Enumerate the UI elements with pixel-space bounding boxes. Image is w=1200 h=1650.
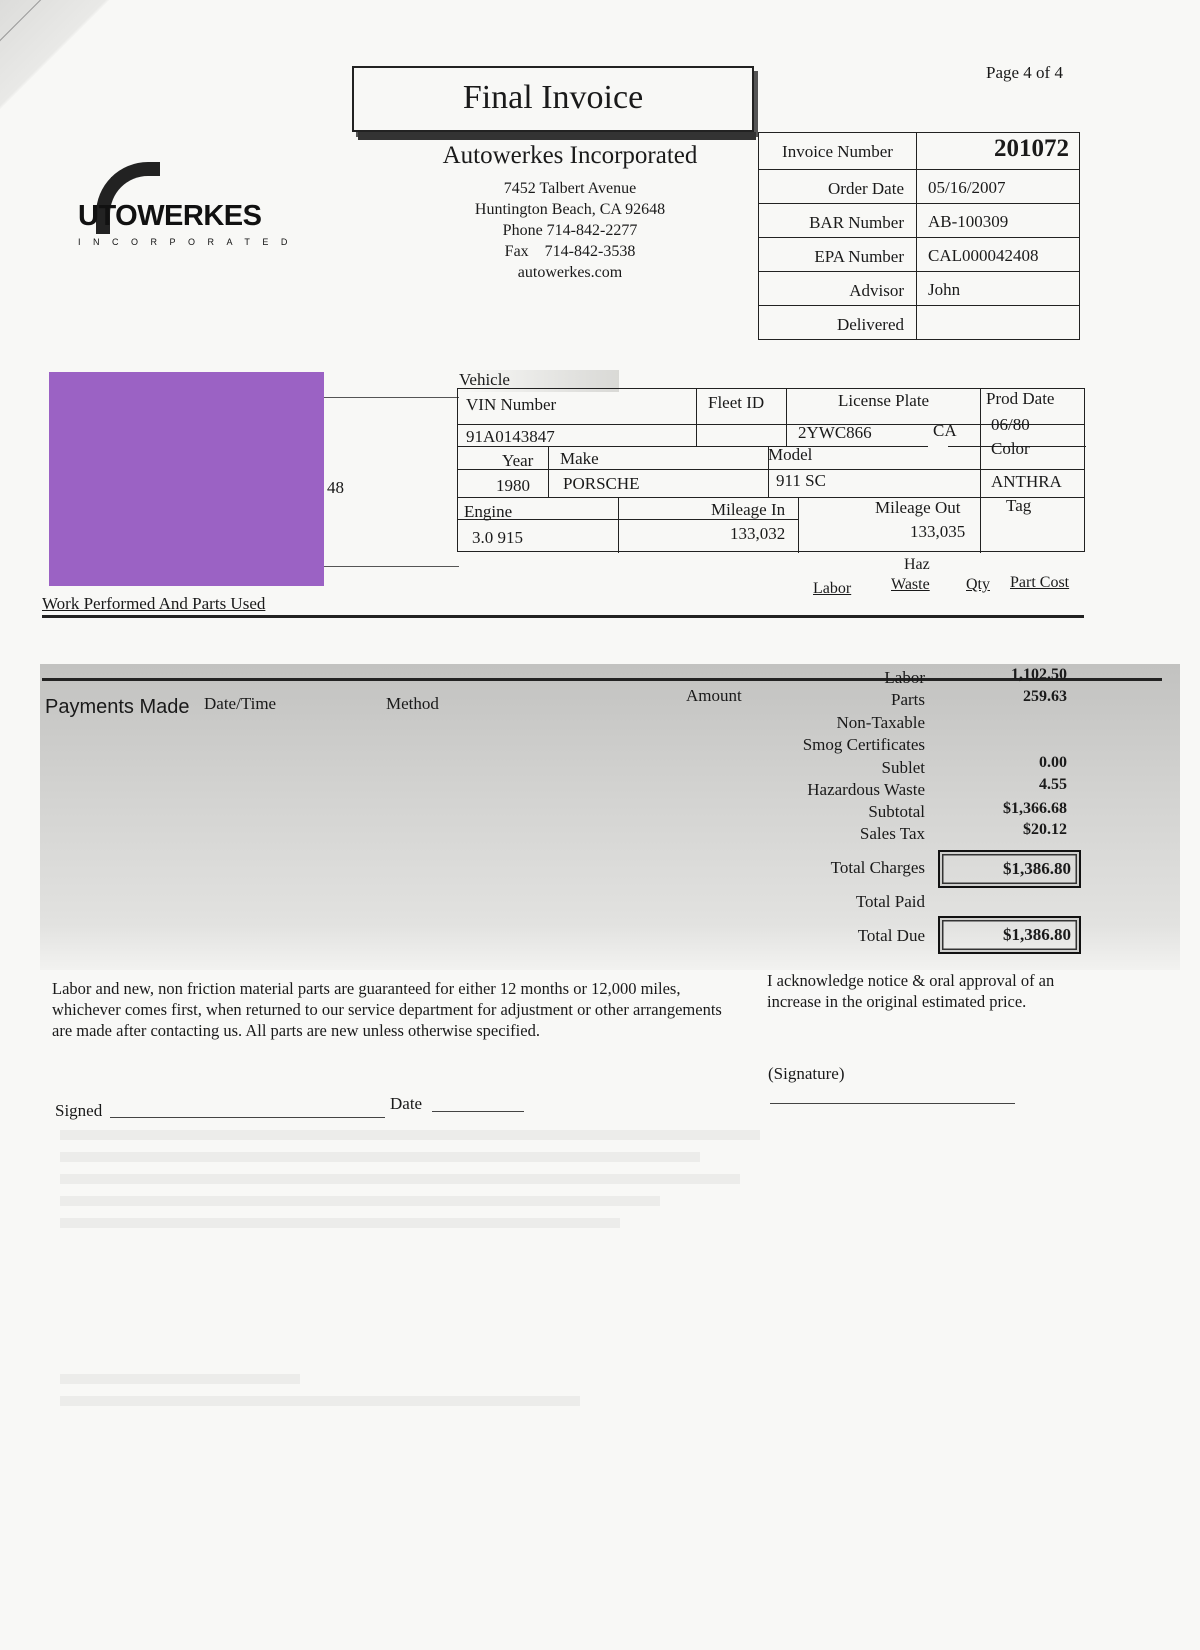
sublet-label: Sublet (881, 758, 925, 777)
signed-line[interactable] (110, 1117, 385, 1118)
order-date: 05/16/2007 (928, 178, 1006, 197)
order-date-label: Order Date (759, 170, 917, 203)
veh-vline (980, 497, 981, 553)
veh-hline (458, 497, 1084, 498)
vin-label: VIN Number (466, 395, 557, 414)
parts-total-label: Parts (891, 690, 925, 709)
invoice-info-table (758, 132, 1080, 340)
bar-number-label: BAR Number (759, 204, 917, 237)
customer-rule (324, 397, 459, 398)
engine-value: 3.0 915 (472, 528, 523, 547)
bleed-through (60, 1152, 700, 1162)
delivered-label: Delivered (759, 306, 917, 339)
veh-vline (548, 446, 549, 497)
sales-tax-label: Sales Tax (859, 824, 925, 843)
prod-date-value: 06/80 (991, 415, 1030, 434)
engine-label: Engine (464, 502, 513, 521)
sales-tax-value: $20.12 (1023, 821, 1067, 838)
order-date-row (759, 169, 1079, 203)
bleed-through (60, 1396, 580, 1406)
signed-label: Signed (55, 1101, 103, 1120)
work-section-label: Work Performed And Parts Used (42, 594, 266, 613)
total-charges-box (938, 850, 1081, 888)
logo-subtext: INCORPORATED (78, 237, 300, 247)
col-haz-1: Haz (904, 556, 930, 573)
advisor: John (928, 280, 961, 299)
payments-col-amount: Amount (686, 686, 742, 705)
customer-partial-text: 48 (327, 478, 344, 497)
bleed-through (60, 1196, 660, 1206)
color-label: Color (991, 439, 1030, 458)
subtotal-value: $1,366.68 (1003, 800, 1067, 817)
invoice-title: Final Invoice (352, 66, 754, 132)
license-state-value: CA (933, 421, 957, 440)
page-indicator: Page 4 of 4 (986, 63, 1063, 82)
non-taxable-label: Non-Taxable (836, 713, 925, 732)
acknowledgement-text: I acknowledge notice & oral approval of an increase in the original estimated price. (767, 971, 1055, 1011)
epa-number-row (759, 237, 1079, 271)
bar-number: AB-100309 (928, 212, 1009, 231)
tag-label: Tag (1006, 496, 1032, 515)
payments-col-method: Method (386, 694, 439, 713)
total-paid-label: Total Paid (855, 892, 925, 911)
make-label: Make (560, 449, 599, 468)
veh-vline (798, 497, 799, 553)
company-website: autowerkes.com (517, 264, 623, 281)
company-phone: Phone 714-842-2277 (502, 222, 638, 239)
logo-wordmark: UTOWERKES (78, 200, 262, 232)
company-street: 7452 Talbert Avenue (503, 180, 637, 197)
invoice-number-row (759, 133, 1079, 169)
signature-label: (Signature) (768, 1064, 845, 1083)
haz-waste-label: Hazardous Waste (807, 780, 925, 799)
total-due-value: $1,386.80 (1003, 925, 1071, 944)
vehicle-table (457, 388, 1085, 552)
vehicle-section-label: Vehicle (457, 370, 619, 392)
col-labor: Labor (813, 580, 852, 597)
company-info (410, 142, 730, 283)
license-plate-label: License Plate (838, 391, 930, 410)
total-due-label: Total Due (857, 926, 925, 945)
color-value: ANTHRA (991, 472, 1062, 491)
subtotal-label: Subtotal (868, 802, 925, 821)
invoice-number-label: Invoice Number (759, 133, 917, 169)
signature-line[interactable] (770, 1103, 1015, 1104)
epa-number-label: EPA Number (759, 238, 917, 271)
bleed-through (60, 1130, 760, 1140)
year-label: Year (502, 451, 534, 470)
model-value: 911 SC (776, 471, 826, 490)
advisor-row (759, 271, 1079, 305)
date-label: Date (390, 1094, 423, 1113)
bleed-through (60, 1374, 300, 1384)
license-plate-value: 2YWC866 (798, 423, 872, 442)
col-part-cost: Part Cost (1010, 574, 1070, 591)
mileage-out-value: 133,035 (910, 522, 966, 541)
company-logo (78, 160, 308, 250)
col-qty: Qty (966, 576, 990, 593)
smog-label: Smog Certificates (802, 735, 925, 754)
company-name: Autowerkes Incorporated (442, 142, 698, 169)
bar-number-row (759, 203, 1079, 237)
date-line[interactable] (432, 1111, 524, 1112)
warranty-text: Labor and new, non friction material parts are guaranteed for either 12 months or 12,000 miles, whichever comes first, when returned to our service department for adjustment or other arrangements are made after contacting us. All parts are new unless otherwise specified. (52, 979, 722, 1040)
epa-number: CAL000042408 (928, 246, 1039, 265)
company-city: Huntington Beach, CA 92648 (474, 201, 666, 218)
vin-value: 91A0143847 (466, 427, 555, 446)
sublet-value: 0.00 (1039, 754, 1067, 771)
bleed-through (60, 1174, 740, 1184)
veh-vline (980, 389, 981, 497)
page-corner-fold (0, 0, 110, 110)
delivered-row (759, 305, 1079, 339)
work-rule (42, 615, 1084, 618)
veh-vline (618, 497, 619, 553)
make-value: PORSCHE (563, 474, 640, 493)
company-fax: Fax 714-842-3538 (504, 243, 636, 260)
col-haz-2: Waste (891, 576, 930, 593)
haz-waste-value: 4.55 (1039, 776, 1067, 793)
advisor-label: Advisor (759, 272, 917, 305)
bleed-through (60, 1218, 620, 1228)
labor-total-label: Labor (884, 668, 925, 687)
year-value: 1980 (496, 476, 530, 495)
model-label: Model (768, 445, 813, 464)
payments-title: Payments Made (45, 696, 190, 718)
title-underbar (358, 132, 756, 140)
veh-hline (458, 469, 1084, 470)
mileage-out-label: Mileage Out (875, 498, 961, 517)
prod-date-label: Prod Date (986, 389, 1055, 408)
parts-total-value: 259.63 (1023, 688, 1067, 705)
mileage-in-value: 133,032 (730, 524, 786, 543)
total-charges-value: $1,386.80 (1003, 859, 1071, 878)
delivered (917, 306, 1079, 339)
payments-col-datetime: Date/Time (204, 694, 277, 713)
labor-total-value: 1,102.50 (1011, 666, 1067, 683)
redacted-customer-block (49, 372, 324, 586)
fleet-id-label: Fleet ID (708, 393, 765, 412)
customer-rule-bottom (324, 566, 459, 567)
total-charges-label: Total Charges (830, 858, 925, 877)
mileage-in-label: Mileage In (711, 500, 786, 519)
invoice-number: 201072 (994, 135, 1069, 162)
veh-vline (696, 389, 697, 446)
veh-vline (786, 389, 787, 446)
total-due-box (938, 916, 1081, 954)
